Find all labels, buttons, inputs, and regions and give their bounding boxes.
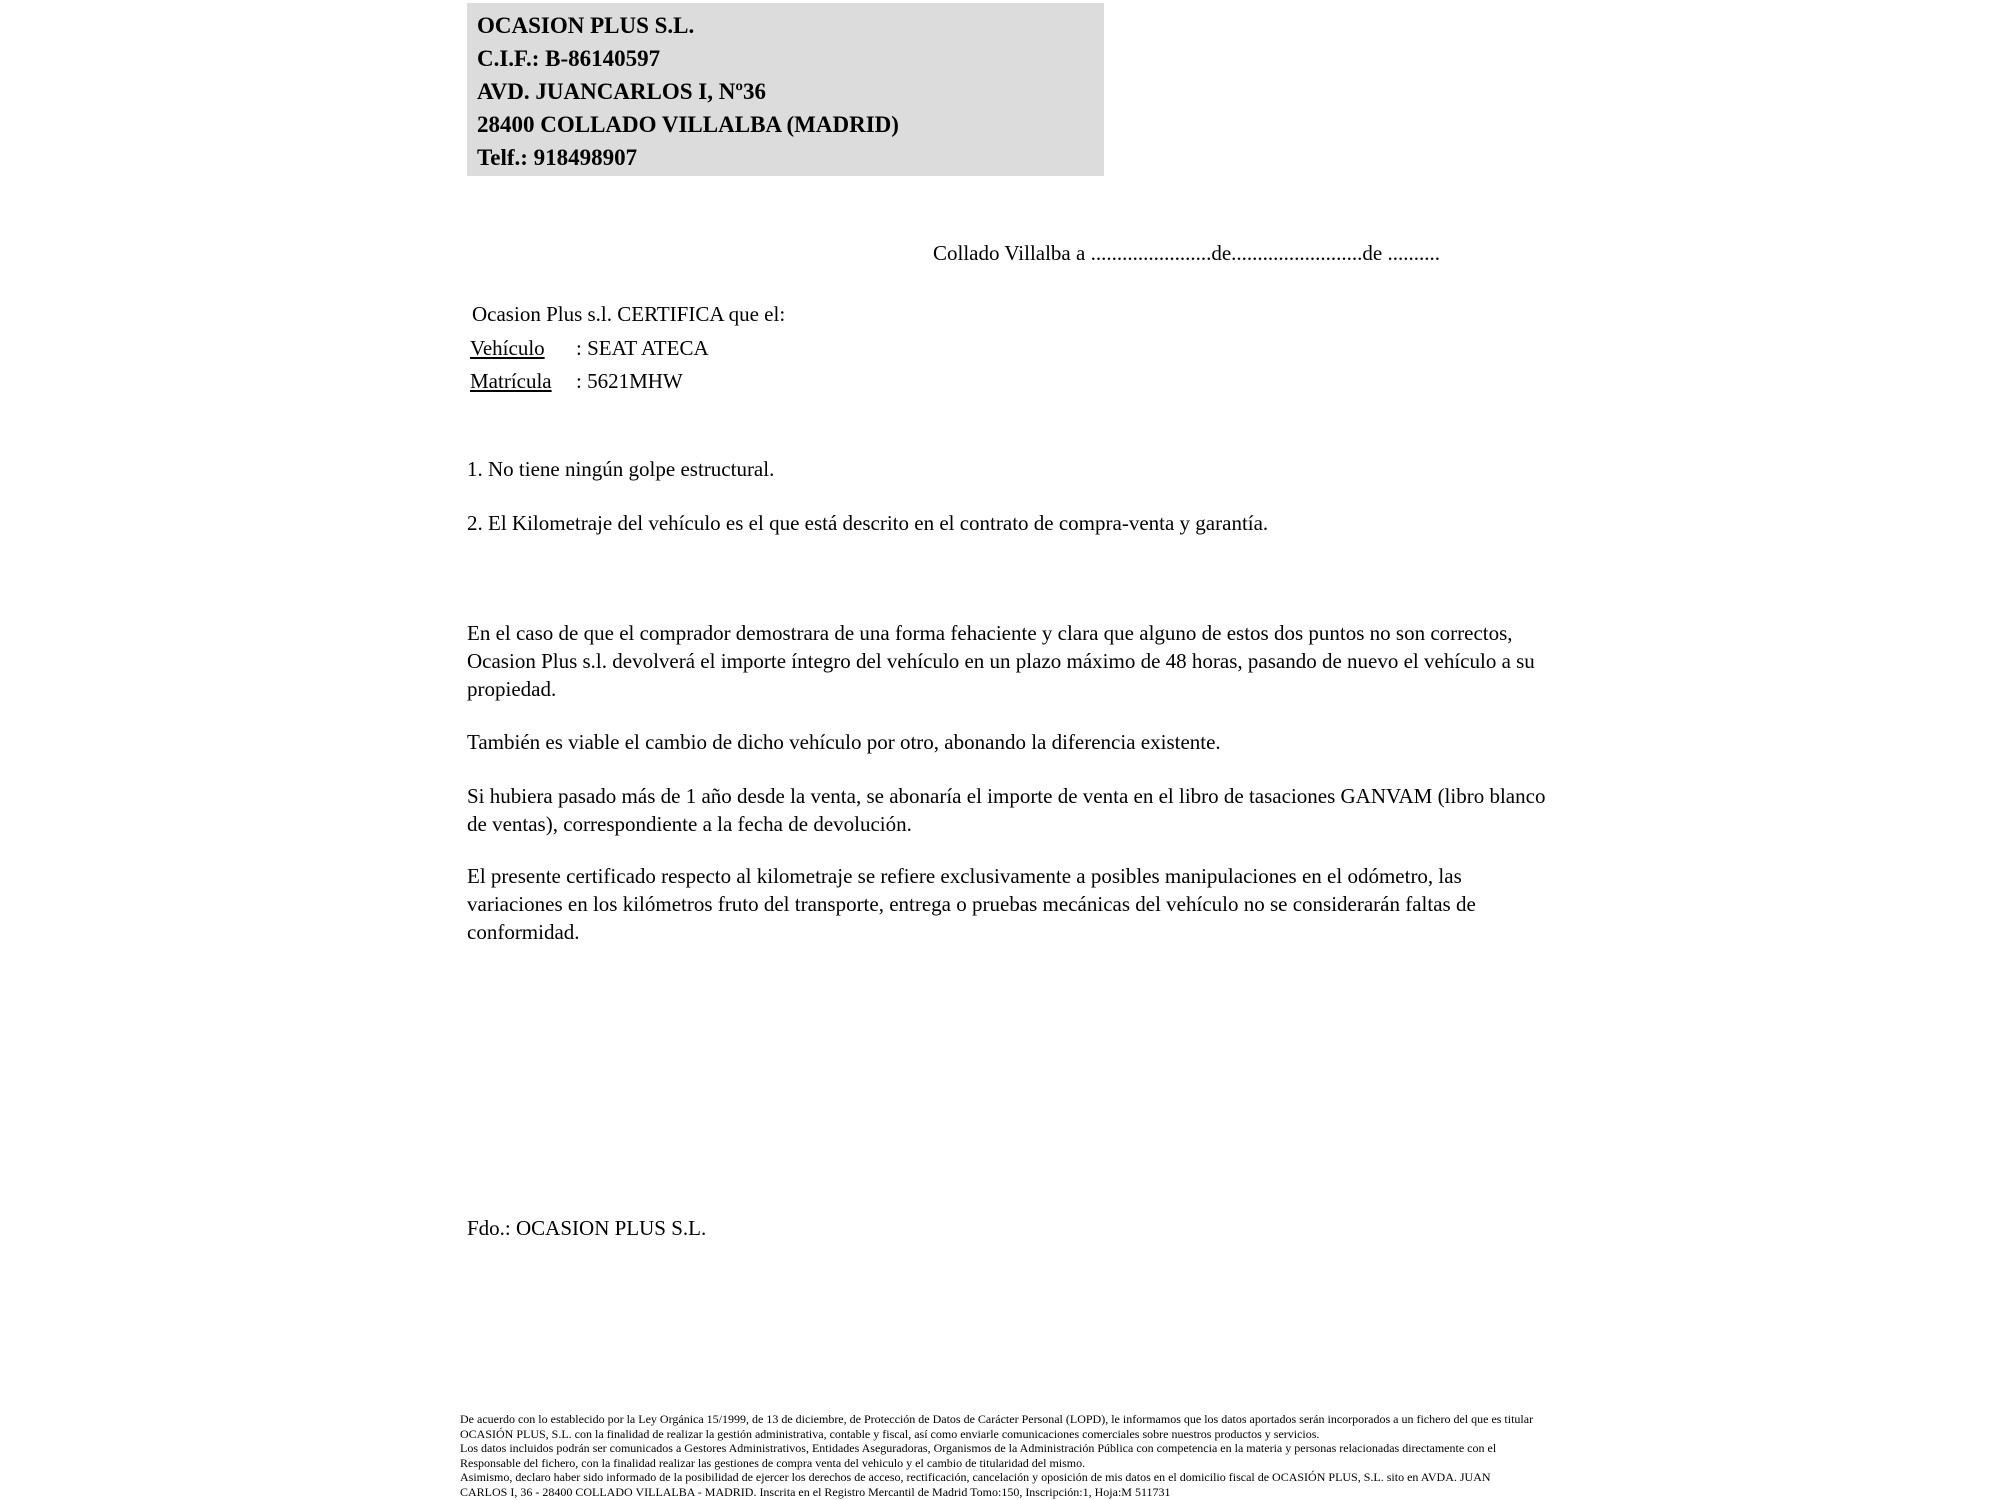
legal-line: CARLOS I, 36 - 28400 COLLADO VILLALBA - MADRID. Inscrita en el Registro Mercantil de Madrid Tomo:150, Inscripción:1, Hoja:M 511731 xyxy=(460,1484,1171,1499)
legal-fine-print xyxy=(460,1412,1640,1500)
certified-point-2: 2. El Kilometraje del vehículo es el que está descrito en el contrato de compra-venta y garantía. xyxy=(467,511,1269,535)
legal-line: OCASIÓN PLUS, S.L. con la finalidad de realizar la gestión administrativa, contable y fiscal, así como enviarle comunicaciones comerciales sobre nuestros productos y servicios. xyxy=(460,1426,1320,1441)
company-address: AVD. JUANCARLOS I, Nº36 xyxy=(477,79,766,104)
odometer-paragraph: El presente certificado respecto al kilometraje se refiere exclusivamente a posibles manipulaciones en el odómetro, las variaciones en los kilómetros fruto del transporte, entrega o pruebas mecánicas del vehículo no se considerarán faltas de conformidad. xyxy=(467,864,1476,944)
plate-value: : 5621MHW xyxy=(576,369,683,393)
legal-line: Asimismo, declaro haber sido informado de la posibilidad de ejercer los derechos de acceso, rectificación, cancelación y oposición de mis datos en el domicilio fiscal de OCASIÓN PLUS, S.L. sito en AVDA. JUAN xyxy=(460,1470,1491,1485)
exchange-paragraph: También es viable el cambio de dicho vehículo por otro, abonando la diferencia existente. xyxy=(467,730,1221,754)
certify-intro-line: Ocasion Plus s.l. CERTIFICA que el: xyxy=(472,302,786,326)
vehicle-label: Vehículo xyxy=(470,336,545,360)
vehicle-row xyxy=(470,335,709,362)
company-name: OCASION PLUS S.L. xyxy=(477,13,695,38)
ganvam-paragraph: Si hubiera pasado más de 1 año desde la venta, se abonaría el importe de venta en el libro de tasaciones GANVAM (libro blanco de ventas), correspondiente a la fecha de devolución. xyxy=(467,784,1546,836)
company-phone: Telf.: 918498907 xyxy=(477,145,638,170)
company-cif: C.I.F.: B-86140597 xyxy=(477,46,661,71)
plate-label: Matrícula xyxy=(470,369,552,393)
legal-line: De acuerdo con lo establecido por la Ley Orgánica 15/1999, de 13 de diciembre, de Protección de Datos de Carácter Personal (LOPD), le informamos que los datos aportados serán incorporados a un fichero del que es titular xyxy=(460,1412,1534,1426)
certified-point-1: 1. No tiene ningún golpe estructural. xyxy=(467,457,775,481)
legal-line: Responsable del fichero, con la finalidad realizar las gestiones de compra venta del vehiculo y el cambio de titularidad del mismo. xyxy=(460,1455,1086,1470)
plate-row xyxy=(470,368,683,395)
date-fill-in-line: Collado Villalba a .......................de.........................de .......... xyxy=(933,241,1440,265)
signature-line: Fdo.: OCASION PLUS S.L. xyxy=(467,1216,707,1240)
company-city: 28400 COLLADO VILLALBA (MADRID) xyxy=(477,112,899,137)
vehicle-value: : SEAT ATECA xyxy=(576,336,709,360)
refund-paragraph: En el caso de que el comprador demostrara de una forma fehaciente y clara que alguno de estos dos puntos no son correctos, Ocasion Plus s.l. devolverá el importe íntegro del vehículo en un plazo máximo de 48 horas, pasando de nuevo el vehículo a su propiedad. xyxy=(467,621,1535,701)
legal-line: Los datos incluidos podrán ser comunicados a Gestores Administrativos, Entidades Aseguradoras, Organismos de la Administración Pública con competencia en la materia y personas relacionadas directamente con el xyxy=(460,1441,1497,1456)
company-header-box xyxy=(467,3,1104,176)
